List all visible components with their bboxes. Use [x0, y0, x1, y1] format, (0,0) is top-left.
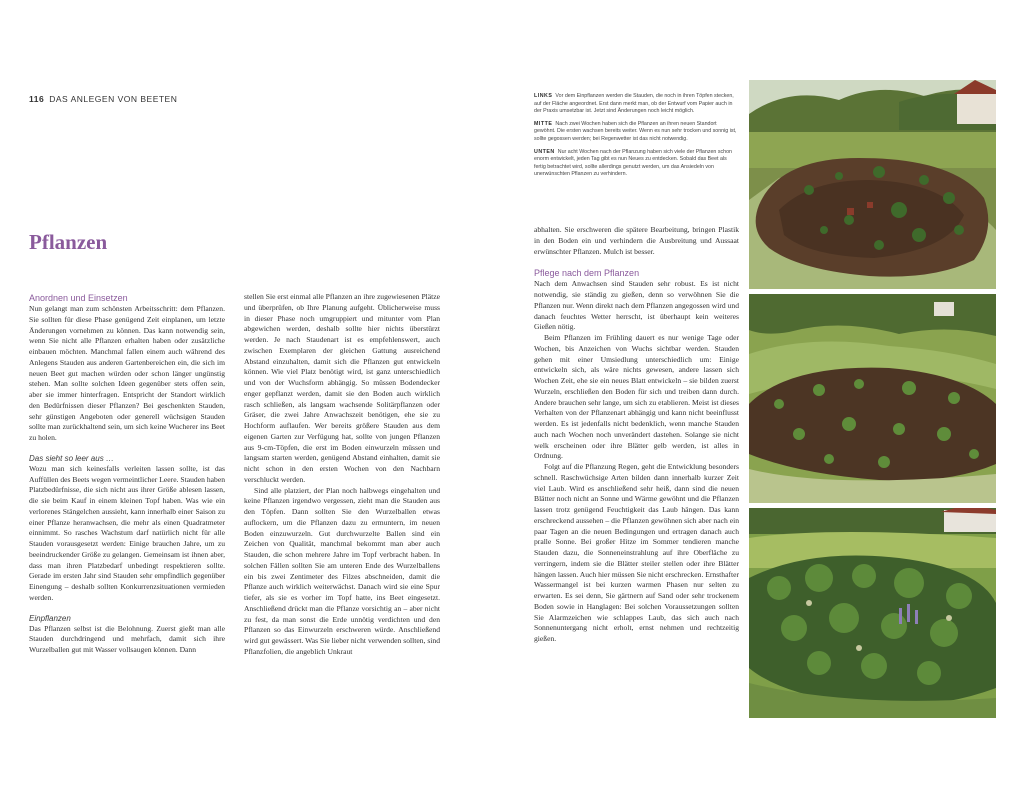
paragraph: Folgt auf die Pflanzung Regen, geht die Entwicklung besonders schnell. Raschwüchsige Arten bilden dann innerhalb kurzer Zeit viel Laub. Wird es anschließend sehr heiß, dann sind die neuen Blätter noch nicht an Sonne und Wärme gewöhnt und die Pflanzen lassen trotz genügend Feuchtigkeit das Laub hängen. Das kann erschreckend aussehen – die Pflanzen gewöhnen sich aber nach ein paar Tagen an die neuen Bedingungen und ertragen danach auch pralle Sonne. Bei großer Hitze im Sommer tendieren manche Stauden dazu, die Sonneneinstrahlung auf ihre Oberfläche zu verringern, indem sie die Blätter steiler stellen oder ihre Blätter hängen lassen. Auch hier müssen Sie nicht erschrecken. Ernsthafter Wassermangel ist bei kurzen warmen Phasen nur selten zu erwarten. Es sei denn, Sie gärtnern auf Sand oder sehr trockenem Boden sowie in Hanglagen: Bei solchen Voraussetzungen sollten Sie Alarmzeichen wie schlappes Laub, das sich auch nach Sonnenuntergang nicht erholt, ernst nehmen und rechtzeitig gießen. — [534, 462, 739, 643]
subsection-title-leer: Das sieht so leer aus … — [29, 453, 114, 463]
caption-middle — [534, 121, 739, 144]
caption-bottom — [534, 149, 739, 179]
caption-top — [534, 93, 739, 116]
running-head — [29, 94, 177, 104]
paragraph: Nach dem Anwachsen sind Stauden sehr robust. Es ist nicht notwendig, sie ständig zu gießen, denn so verwöhnen Sie die Pflanzen nur. Wenn direkt nach dem Pflanzen angegossen wird und danach feuchtes Wetter herrscht, ist überhaupt kein weiteres Gießen nötig. — [534, 279, 739, 332]
section-title-anordnen: Anordnen und Einsetzen — [29, 293, 128, 303]
text-column-3 — [534, 225, 739, 675]
caption-text: Vor dem Einpflanzen werden die Stauden, die noch in ihren Töpfen stecken, auf der Fläche angeordnet. Erst dann merkt man, ob der Entwurf vom Papier auch in der Praxis umsetzbar ist. Jetzt sind Änderungen noch leicht möglich. — [534, 93, 734, 115]
paragraph: Beim Pflanzen im Frühling dauert es nur wenige Tage oder Wochen, bis Anzeichen von Wuchs sichtbar werden. Stauden gehen mit einer Umsiedlung unterschiedlich um: Einige entwickeln sich, als wäre nichts gewesen, andere lassen sich Wochen Zeit, ehe sie ein neues Blatt entwickeln – sie bilden zuerst Wurzeln, erschließen den Boden für sich und treiben dann durch. Andere brauchen sehr lange, um sich zu etablieren. Meist ist dieses Verhalten von der Pflanzenart abhängig und kann nicht beeinflusst werden. Es ist jedenfalls nicht bedenklich, wenn manche Stauden auch nach Wochen noch unverändert dastehen. Solange sie nicht welk erscheinen oder ihre Blätter gelb werden, ist alles in Ordnung. — [534, 333, 739, 461]
page-number: 116 — [29, 94, 45, 104]
paragraph: abhalten. Sie erschweren die spätere Bearbeitung, bringen Plastik in den Boden ein und verhindern die Ausbreitung und Aussaat erwünschter Pflanzen. Mulch ist besser. — [534, 225, 739, 256]
caption-label: MITTE — [534, 120, 553, 127]
subsection-title-einpflanzen: Einpflanzen — [29, 613, 71, 623]
photo-captions — [534, 93, 739, 184]
running-title: DAS ANLEGEN VON BEETEN — [49, 94, 178, 104]
photo-bed-eight-weeks — [749, 508, 996, 718]
text-column-1 — [29, 292, 225, 672]
paragraph: Nun gelangt man zum schönsten Arbeitsschritt: dem Pflanzen. Sie sollten für diese Phase genügend Zeit einplanen, um letzte Änderungen vornehmen zu können. Das kann notwendig sein, wenn Sie nicht alle Pflanzen erhalten haben oder zusätzliche einbauen möchten. Manchmal fallen einem auch während des Anlegens Stauden aus anderen Gartenbereichen ein, die sich im neuen Beet gut machen würden oder schon länger ungünstig stehen. Man sollte solchen Ideen gegenüber stets offen sein, aber sie immer hinterfragen. Entspricht der Standort wirklich den Bedürfnissen dieser Pflanzen? Bei geschenkten Stauden, sehr günstigen Angeboten oder generell wüchsigen Stauden sollte man zurückhaltend sein, um sich keine Wucherer ins Beet zu holen. — [29, 304, 225, 442]
paragraph: Wozu man sich keinesfalls verleiten lassen sollte, ist das Auffüllen des Beets wegen vermeintlicher Leere. Stauden haben Platzbedürfnisse, die sich nicht aus ihrer Größe ablesen lassen, die sie beim Kauf in einem kleinen Topf haben. Was wie ein verlorenes Stängelchen aussieht, kann innerhalb einer Saison zu einer Pflanze heranwachsen, die mehr als einen Quadratmeter einnimmt. So rasches Wachstum darf natürlich nicht für alle Stauden vorausgesetzt werden: Einige brauchen Jahre, um zu beeindruckender Größe zu gelangen. Gemeinsam ist ihnen aber, dass man ihren Platzbedarf unbedingt respektieren sollte. Gerade im ersten Jahr sind Stauden sehr empfindlich gegenüber Einengung – deshalb sollten Konkurrenzsituationen vermieden werden. — [29, 463, 225, 602]
caption-label: LINKS — [534, 93, 553, 99]
caption-label: UNTEN — [534, 148, 555, 155]
photo-bed-before-planting — [749, 80, 996, 289]
paragraph: stellen Sie erst einmal alle Pflanzen an ihre zugewiesenen Plätze und überprüfen, ob Ihre Planung aufgeht. Üblicherweise muss in dieser Phase noch umgruppiert und mitunter vom Plan abgewichen werden, deshalb sollte hier nichts überstürzt werden. Je nach Staudenart ist es empfehlenswert, auch zwischen Exemplaren der gleichen Gattung ausreichend Abstand einzuhalten, damit sich die Pflanzen gut entwickeln können. Wie viel Platz benötigt wird, ist ganz unterschiedlich und von der Wuchsform abhängig. So müssen Bodendecker enger gepflanzt werden, damit sie den Boden auch wirklich rasch schließen, als langsam wachsende Solitärpflanzen oder Gräser, die zwei Jahre Anwachszeit benötigen, ehe sie zu Hochform auflaufen. Wer bereits größere Stauden aus dem eigenen Garten zur Verfügung hat, sollte von jungen Pflanzen aus 9-cm-Töpfen, die erst im Boden einwurzeln müssen und langsam starten werden, genügend Abstand einhalten, damit sie nicht schon in den ersten Wochen von den Nachbarn verschluckt werden. — [244, 292, 440, 484]
paragraph: Das Pflanzen selbst ist die Belohnung. Zuerst gießt man alle Stauden durchdringend und mehrfach, damit sich ihre Wurzelballen gut mit Wasser vollsaugen können. Dann — [29, 623, 225, 654]
text-column-2 — [244, 292, 440, 672]
chapter-title: Pflanzen — [29, 230, 108, 254]
section-title-pflege: Pflege nach dem Pflanzen — [534, 268, 640, 279]
caption-text: Nur acht Wochen nach der Pflanzung haben sich viele der Pflanzen schon enorm entwickelt, jeden Tag gibt es nun Neues zu entdecken. Sobald das Beet als fertig betrachtet wird, sollte allerdings genutzt werden, um das Ansiedeln von unerwünschten Pflanzen zu verhindern. — [534, 148, 732, 178]
paragraph: Sind alle platziert, der Plan noch halbwegs eingehalten und keine Pflanzen irgendwo vergessen, zieht man die Stauden aus den Töpfen. Dann sollten Sie den Wurzelballen etwas auflockern, um die Pflanzen dazu zu ermuntern, im neuen Boden einzuwurzeln. Gut durchwurzelte Ballen sind ein Zeichen von Qualität, manchmal bekommt man aber auch Stauden, die schon mehrere Jahre im Topf verbracht haben. In solchen Fällen sollten Sie am unteren Ende des Wurzelballens ein bis zwei Zentimeter des Filzes abschneiden, damit die Pflanze auch wirklich weiterwächst. Danach wird sie eine Spur tiefer, als sie es vorher im Topf hatte, ins Beet eingesetzt. Anschließend drückt man die Pflanze vorsichtig an – aber nicht zu fest, da man sonst die Erde unnötig verdichten und den Pflanzen so das Einwurzeln erschweren würde. Anschließend wird gut gewässert. Was Sie lieber nicht verwenden sollten, sind Pflanzfolien, die angeblich Unkraut — [244, 485, 440, 656]
photo-bed-two-weeks — [749, 294, 996, 503]
caption-text: Nach zwei Wochen haben sich die Pflanzen an ihren neuen Standort gewöhnt. Die ersten wachsen bereits weiter. Wenn es nun sehr trocken und sonnig ist, sollte gegossen werden; bei Regenwetter ist das nicht notwendig. — [534, 120, 737, 142]
